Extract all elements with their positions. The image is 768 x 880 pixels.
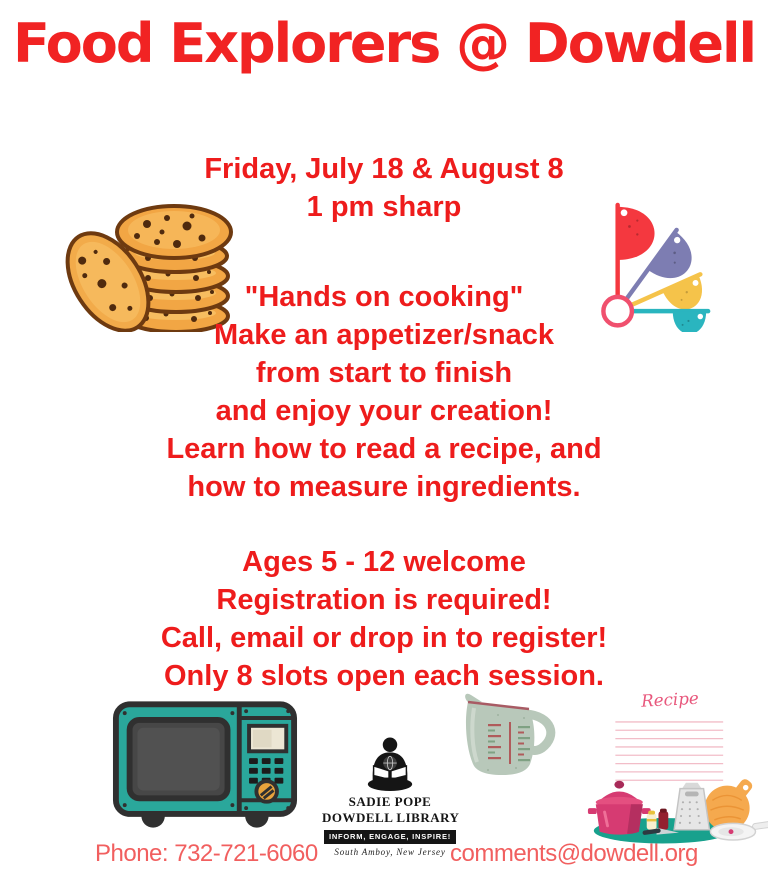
description-line: how to measure ingredients. [187,471,581,503]
library-name-line1: SADIE POPE [348,794,432,809]
measuring-cup-icon [458,690,568,782]
library-location: South Amboy, New Jersey [334,847,446,857]
contact-email: comments@dowdell.org [450,840,698,867]
description-line: Learn how to read a recipe, and [166,433,602,465]
cutting-board [705,777,755,830]
grater [674,783,709,830]
phone-number: Phone: 732-721-6060 [95,840,318,867]
poster-title: Food Explorers @ Dowdell [12,12,756,75]
recipe-card-illustration [584,688,768,853]
library-logo [322,736,458,857]
microwave-illustration [112,700,298,835]
recipe-card-lines [615,722,723,780]
description-block [0,278,768,506]
description-line: and enjoy your creation! [215,395,553,427]
registration-block [0,543,768,695]
description-line: "Hands on cooking" [244,281,524,313]
measuring-cup-illustration [458,690,568,787]
microwave-icon [112,700,298,830]
description-line: Make an appetizer/snack [213,319,555,351]
recipe-card-label: Recipe [640,688,700,711]
reading-person-icon [363,736,417,792]
schedule-time: 1 pm sharp [306,191,462,223]
registration-line: Only 8 slots open each session. [164,660,604,692]
registration-line: Registration is required! [216,584,552,616]
library-name-line2: DOWDELL LIBRARY [322,810,460,825]
registration-line: Ages 5 - 12 welcome [242,546,526,578]
schedule-date: Friday, July 18 & August 8 [204,153,564,185]
registration-line: Call, email or drop in to register! [160,622,608,654]
description-line: from start to finish [255,357,513,389]
recipe-card-icon [584,688,768,848]
library-tagline: INFORM, ENGAGE, INSPIRE! [324,830,456,844]
